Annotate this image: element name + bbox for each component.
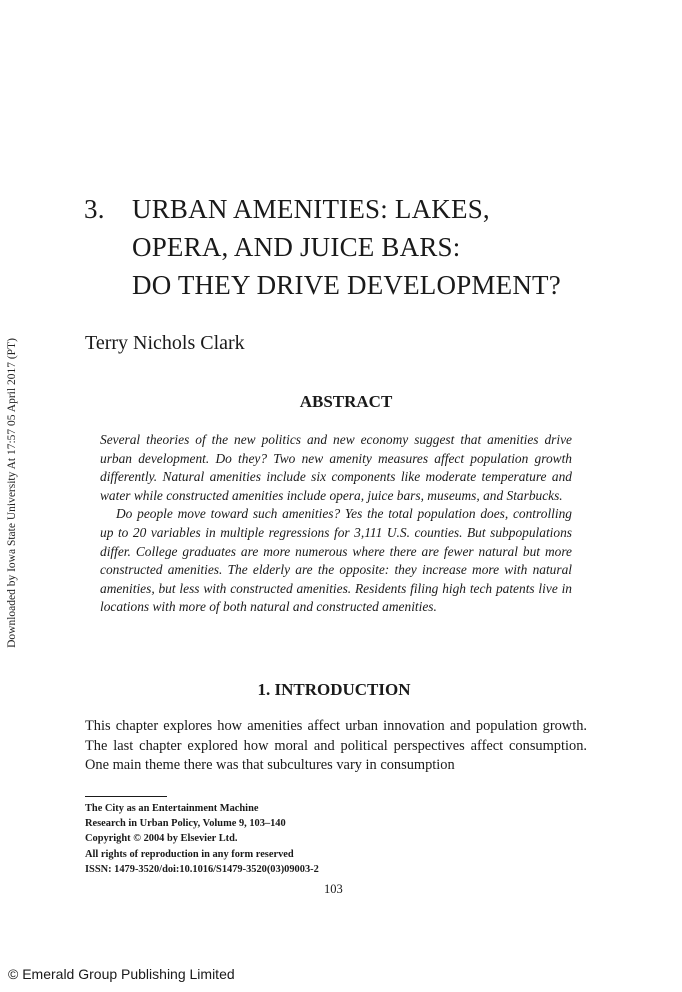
abstract-heading — [0, 392, 682, 412]
footnote-line: Copyright © 2004 by Elsevier Ltd. — [85, 833, 238, 845]
chapter-title-line: DO THEY DRIVE DEVELOPMENT? — [132, 270, 561, 300]
abstract-paragraph: Do people move toward such amenities? Yes the total population does, controlling up to 20 variables in multiple regressions for 3,111 U.S. counties. But subpopulations differ. College graduates are more numerous where there are fewer natural but more constructed amenities. The elderly are the opposite: they increase more with natural amenities, but less with constructed amenities. Residents filing high tech patents live in locations with more of both natural and constructed amenities. — [100, 506, 572, 615]
publisher-credit: © Emerald Group Publishing Limited — [8, 966, 235, 982]
abstract-paragraph: Several theories of the new politics and new economy suggest that amenities drive urban development. Do they? Two new amenity measures affect population growth differently. Natural amenities include six components like moderate temperature and water while constructed amenities include opera, juice bars, museums, and Starbucks. — [100, 432, 572, 503]
abstract-heading-text: ABSTRACT — [299, 392, 393, 411]
abstract-body — [100, 431, 572, 617]
introduction-body — [85, 717, 587, 776]
footnote-line: ISSN: 1479-3520/doi:10.1016/S1479-3520(03)09003-2 — [85, 863, 319, 875]
footnote-divider — [85, 796, 167, 797]
chapter-title-line: URBAN AMENITIES: LAKES, — [132, 194, 490, 224]
chapter-number: 3. — [84, 194, 105, 224]
chapter-title — [84, 190, 561, 304]
introduction-heading-text: 1. INTRODUCTION — [257, 680, 411, 699]
introduction-heading — [0, 680, 682, 700]
author-name: Terry Nichols Clark — [85, 332, 245, 354]
chapter-title-line: OPERA, AND JUICE BARS: — [132, 232, 461, 262]
footnote-line: All rights of reproduction in any form reserved — [85, 848, 294, 860]
footnote-line: The City as an Entertainment Machine — [85, 803, 259, 814]
footnote-line: Research in Urban Policy, Volume 9, 103–140 — [85, 818, 286, 830]
publication-footnote — [85, 801, 319, 877]
page-number: 103 — [324, 882, 343, 896]
introduction-paragraph: This chapter explores how amenities affect urban innovation and population growth. The last chapter explored how moral and political perspectives affect consumption. One main theme there was that subcultures vary in consumption — [85, 718, 587, 774]
download-watermark: Downloaded by Iowa State University At 17:57 05 April 2017 (PT) — [6, 338, 18, 648]
